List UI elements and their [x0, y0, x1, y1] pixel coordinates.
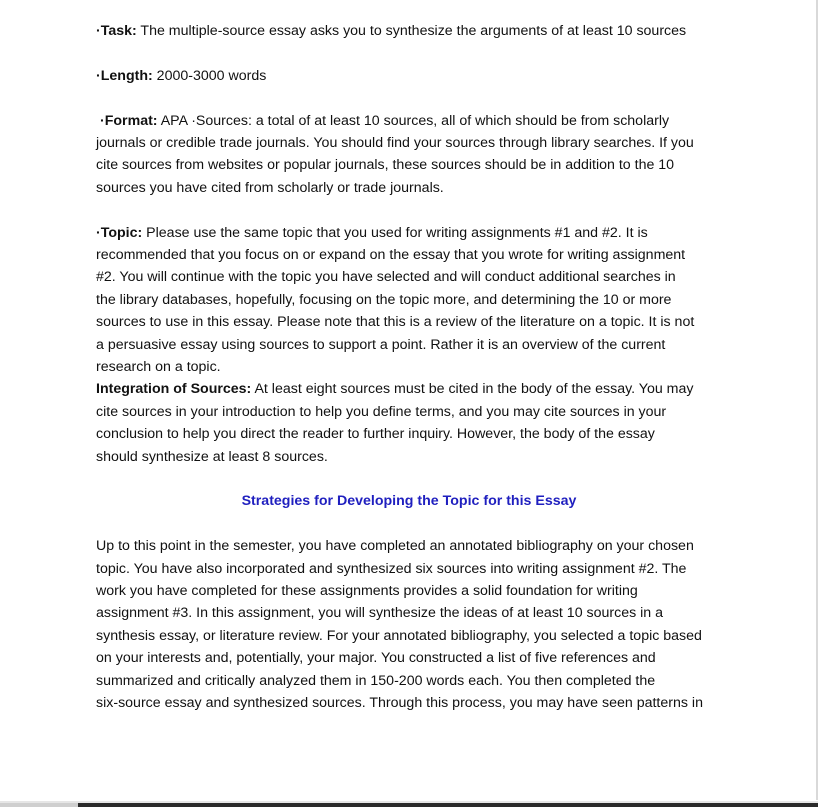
topic-line-7: research on a topic. — [96, 359, 221, 376]
strategies-line-2: topic. You have also incorporated and synthesized six sources into writing assignment #2. The — [96, 560, 687, 577]
format-text-1: APA ·Sources: a total of at least 10 sources, all of which should be from scholarly — [157, 112, 670, 129]
integration-label: Integration of Sources: — [96, 381, 252, 398]
topic-line-4: the library databases, hopefully, focusing on the topic more, and determining the 10 or more — [96, 291, 672, 308]
integration-paragraph — [96, 378, 722, 468]
format-line-2: journals or credible trade journals. You should find your sources through library searches. If you — [96, 135, 694, 151]
length-text: 2000-3000 words — [152, 67, 267, 84]
strategies-line-3: work you have completed for these assignments provides a solid foundation for writing — [96, 583, 638, 600]
integration-line-3: conclusion to help you direct the reader to further inquiry. However, the body of the essay — [96, 426, 655, 443]
strategies-line-5: synthesis essay, or literature review. For your annotated bibliography, you selected a topic based — [96, 627, 702, 644]
integration-line-4: should synthesize at least 8 sources. — [96, 448, 328, 465]
topic-line-5: sources to use in this essay. Please note that this is a review of the literature on a topic. It is not — [96, 314, 695, 331]
strategies-line-8: six-source essay and synthesized sources. Through this process, you may have seen patterns in — [96, 695, 703, 712]
integration-text-1: At least eight sources must be cited in the body of the essay. You may — [251, 381, 694, 398]
length-label: ·Length: — [96, 67, 153, 84]
format-line-4: sources you have cited from scholarly or trade journals. — [96, 179, 444, 196]
strategies-line-1: Up to this point in the semester, you have completed an annotated bibliography on your chosen — [96, 538, 694, 555]
strategies-line-7: summarized and critically analyzed them in 150-200 words each. You then completed the — [96, 672, 656, 689]
horizontal-scrollbar[interactable] — [0, 801, 818, 807]
topic-label: ·Topic: — [96, 224, 143, 241]
document-page — [96, 20, 722, 715]
topic-line-2: recommended that you focus on or expand on the essay that you wrote for writing assignment — [96, 247, 686, 264]
topic-text-1: Please use the same topic that you used for writing assignments #1 and #2. It is — [142, 224, 648, 241]
strategies-paragraph — [96, 535, 722, 714]
topic-paragraph — [96, 222, 722, 379]
task-label: ·Task: — [96, 23, 137, 39]
format-line-3: cite sources from websites or popular journals, these sources should be in addition to the 10 — [96, 157, 675, 174]
strategies-heading: Strategies for Developing the Topic for this Essay — [241, 493, 577, 510]
scrollbar-track[interactable] — [0, 803, 78, 807]
topic-line-1 — [96, 222, 722, 244]
topic-line-3: #2. You will continue with the topic you have selected and will conduct additional searches in — [96, 269, 676, 286]
task-paragraph — [96, 20, 722, 42]
length-paragraph — [96, 65, 722, 87]
task-text: The multiple-source essay asks you to synthesize the arguments of at least 10 sources — [136, 23, 687, 39]
topic-line-6: a persuasive essay using sources to support a point. Rather it is an overview of the current — [96, 336, 666, 353]
integration-line-1 — [96, 378, 722, 400]
strategies-line-4: assignment #3. In this assignment, you will synthesize the ideas of at least 10 sources in a — [96, 605, 664, 622]
strategies-line-6: on your interests and, potentially, your major. You constructed a list of five references and — [96, 650, 656, 667]
format-paragraph — [96, 110, 722, 200]
format-line-1 — [96, 110, 722, 132]
format-label: ·Format: — [100, 112, 158, 129]
integration-line-2: cite sources in your introduction to help you define terms, and you may cite sources in your — [96, 403, 667, 420]
scrollbar-thumb[interactable] — [78, 803, 818, 807]
